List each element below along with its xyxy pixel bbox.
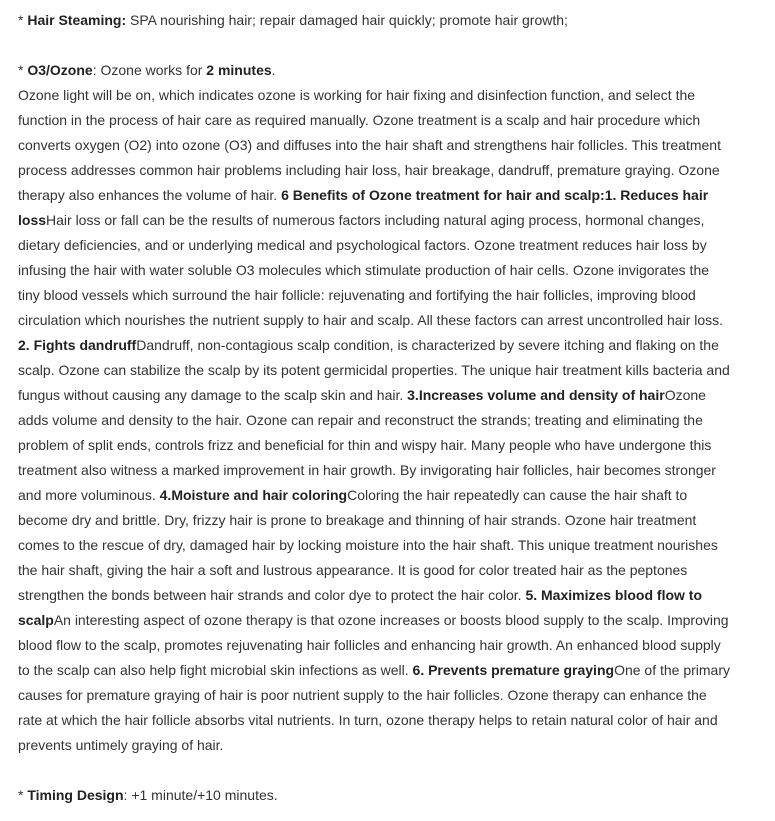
benefit-5-text: An interesting aspect of ozone therapy is that ozone increases or boosts blood supply to the scalp. Improving blood flow to the scalp, promotes rejuvenating hair follicles and enhancing hair growth. An enhanced blood supply to the scalp can also help fight microbial skin infections as well. [18,612,729,678]
paragraph-spacer [18,33,730,58]
timing-design-text: : +1 minute/+10 minutes. [123,787,278,803]
ozone-description [18,83,730,758]
ozone-period: . [271,62,276,78]
bullet-marker: * [18,12,28,28]
bullet-marker: * [18,787,28,803]
benefit-3-title: 3.Increases volume and density of hair [407,387,665,403]
benefit-5-title: 5. Maximizes blood flow to scalp [18,587,703,628]
benefit-2-text: Dandruff, non-contagious scalp condition, is characterized by severe itching and flaking on the scalp. Ozone can stabilize the scalp by its potent germicidal properties. The unique hair treatment kills bacteria and fungus without causing any damage to the scalp skin and hair. [18,337,730,403]
benefit-4-title: 4.Moisture and hair coloring [159,487,348,503]
hair-steaming-label: Hair Steaming: [27,12,127,28]
ozone-heading-line [18,58,730,83]
product-description [18,8,730,808]
benefit-4-text: Coloring the hair repeatedly can cause the hair shaft to become dry and brittle. Dry, frizzy hair is prone to breakage and thinning of hair strands. Ozone hair treatment comes to the rescue of dry, damaged hair by locking moisture into the hair shaft. This unique treatment nourishes the hair shaft, giving the hair a soft and lustrous appearance. It is good for color treated hair as the peptones strengthen the bonds between hair strands and color dye to protect the hair color. [18,487,718,603]
hair-steaming-paragraph [18,8,730,33]
paragraph-spacer [18,758,730,783]
benefit-6-title: 6. Prevents premature graying [412,662,615,678]
benefit-2-title: 2. Fights dandruff [18,337,137,353]
ozone-duration: 2 minutes [206,62,272,78]
benefit-1-text: Hair loss or fall can be the results of numerous factors including natural aging process, hormonal changes, dietary deficiencies, and or underlying medical and psychological factors. Ozone treatment reduces hair loss by infusing the hair with water soluble O3 molecules which stimulate production of hair cells. Ozone invigorates the tiny blood vessels which surround the hair follicle: rejuvenating and fortifying the hair follicles, improving blood circulation which nourishes the nutrient supply to hair and scalp. All these factors can arrest uncontrolled hair loss. [18,212,724,328]
ozone-label: O3/Ozone [27,62,93,78]
benefit-6-text: One of the primary causes for premature graying of hair is poor nutrient supply to the hair follicles. Ozone therapy can enhance the rate at which the hair follicle absorbs vital nutrients. In turn, ozone therapy helps to retain natural color of hair and prevents untimely graying of hair. [18,662,730,753]
benefits-heading: 6 Benefits of Ozone treatment for hair and scalp: [281,187,605,203]
benefit-1-title: 1. Reduces hair loss [18,187,709,228]
bullet-marker: * [18,62,28,78]
ozone-intro: Ozone light will be on, which indicates ozone is working for hair fixing and disinfection function, and select the function in the process of hair care as required manually. Ozone treatment is a scalp and hair procedure which converts oxygen (O2) into ozone (O3) and diffuses into the hair shaft and strengthens hair follicles. This treatment process addresses common hair problems including hair loss, hair breakage, dandruff, premature graying. Ozone therapy also enhances the volume of hair. [18,87,721,203]
timing-design-label: Timing Design [27,787,124,803]
ozone-colon-text: : Ozone works for [92,62,207,78]
benefit-3-text: Ozone adds volume and density to the hair. Ozone can repair and reconstruct the strands; treating and eliminating the problem of split ends, controls frizz and beneficial for thin and wispy hair. Many people who have undergone this treatment also witness a marked improvement in hair growth. By invigorating hair follicles, hair becomes stronger and more voluminous. [18,387,716,503]
timing-design-paragraph [18,783,730,808]
hair-steaming-text: SPA nourishing hair; repair damaged hair quickly; promote hair growth; [126,12,568,28]
